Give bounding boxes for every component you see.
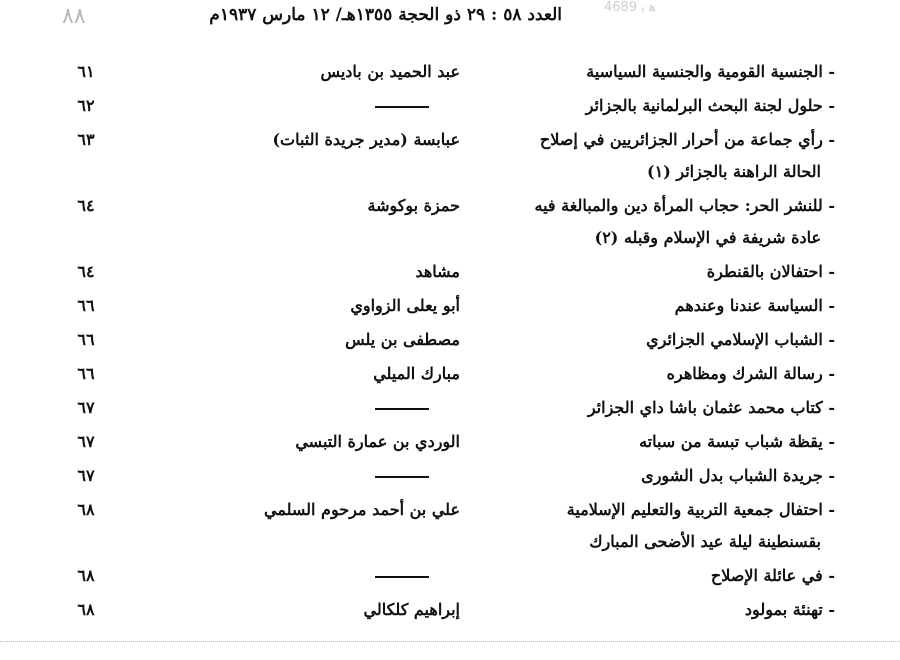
entry-page-number: ٦٧ [77,466,95,485]
toc-entry [0,290,900,324]
entry-title: - الشباب الإسلامي الجزائري [646,330,835,349]
toc-entry [0,190,900,256]
entry-author: عبابسة (مدير جريدة الثبات) [272,130,460,149]
entry-author: إبراهيم كلكالي [363,600,460,619]
author-dash [375,476,429,478]
toc-entry [0,392,900,426]
entry-page-number: ٦٨ [77,566,95,585]
author-dash [375,106,429,108]
toc-entry [0,256,900,290]
entry-title: - تهنئة بمولود [744,600,835,619]
entry-page-number: ٦٧ [77,432,95,451]
entry-author: أبو يعلى الزواوي [350,296,460,315]
entry-author: عبد الحميد بن باديس [320,62,460,81]
entry-author: علي بن أحمد مرحوم السلمي [263,500,460,519]
author-dash [375,408,429,410]
entry-page-number: ٦٦ [77,296,95,315]
page-bottom-rule [0,641,900,642]
toc-entry [0,460,900,494]
entry-page-number: ٦٧ [77,398,95,417]
entry-author: حمزة بوكوشة [367,196,460,215]
entry-title: - جريدة الشباب بدل الشورى [641,466,835,485]
entry-title: - رسالة الشرك ومظاهره [666,364,835,383]
entry-page-number: ٦٢ [77,96,95,115]
entry-title: - السياسة عندنا وعندهم [674,296,835,315]
entry-page-number: ٦٤ [77,262,95,281]
author-dash [375,576,429,578]
entry-title: - كتاب محمد عثمان باشا داي الجزائر [587,398,835,417]
entry-title: - احتفالان بالقنطرة [706,262,835,281]
entry-title: - حلول لجنة البحث البرلمانية بالجزائر [585,96,835,115]
entry-author: مشاهد [415,262,460,281]
table-of-contents [0,56,900,628]
entry-author: الوردي بن عمارة التبسي [295,432,460,451]
toc-entry [0,494,900,560]
entry-author: مبارك الميلي [373,364,460,383]
issue-header: العدد ٥٨ : ٢٩ ذو الحجة ١٣٥٥هـ/ ١٢ مارس ١٩٣٧م [209,5,562,25]
entry-title: - رأي جماعة من أحرار الجزائريين في إصلاح الحالة الراهنة بالجزائر (١) [495,124,835,188]
handwritten-scribble: 4689 ﻫ ﺑ [604,0,656,15]
entry-page-number: ٦٦ [77,330,95,349]
toc-entry [0,90,900,124]
entry-title-continuation: بقسنطينة ليلة عيد الأضحى المبارك [589,532,821,551]
page-number: ٨٨ [62,4,86,29]
entry-title: - يقظة شباب تبسة من سباته [639,432,835,451]
toc-entry [0,560,900,594]
entry-author: مصطفى بن يلس [345,330,460,349]
entry-page-number: ٦٨ [77,500,95,519]
entry-title-continuation: عادة شريفة في الإسلام وقبله (٢) [594,228,821,247]
entry-page-number: ٦١ [77,62,95,81]
entry-page-number: ٦٦ [77,364,95,383]
toc-entry [0,358,900,392]
toc-entry [0,124,900,190]
entry-title: - للنشر الحر: حجاب المرأة دين والمبالغة فيه عادة شريفة في الإسلام وقبله (٢) [495,190,835,254]
toc-entry [0,324,900,358]
entry-page-number: ٦٣ [77,130,95,149]
toc-entry [0,426,900,460]
entry-title: - في عائلة الإصلاح [710,566,835,585]
entry-title-continuation: الحالة الراهنة بالجزائر (١) [647,162,821,181]
toc-entry [0,56,900,90]
entry-page-number: ٦٤ [77,196,95,215]
entry-page-number: ٦٨ [77,600,95,619]
toc-entry [0,594,900,628]
entry-title: - الجنسية القومية والجنسية السياسية [586,62,835,81]
entry-title: - احتفال جمعية التربية والتعليم الإسلامية بقسنطينة ليلة عيد الأضحى المبارك [495,494,835,558]
